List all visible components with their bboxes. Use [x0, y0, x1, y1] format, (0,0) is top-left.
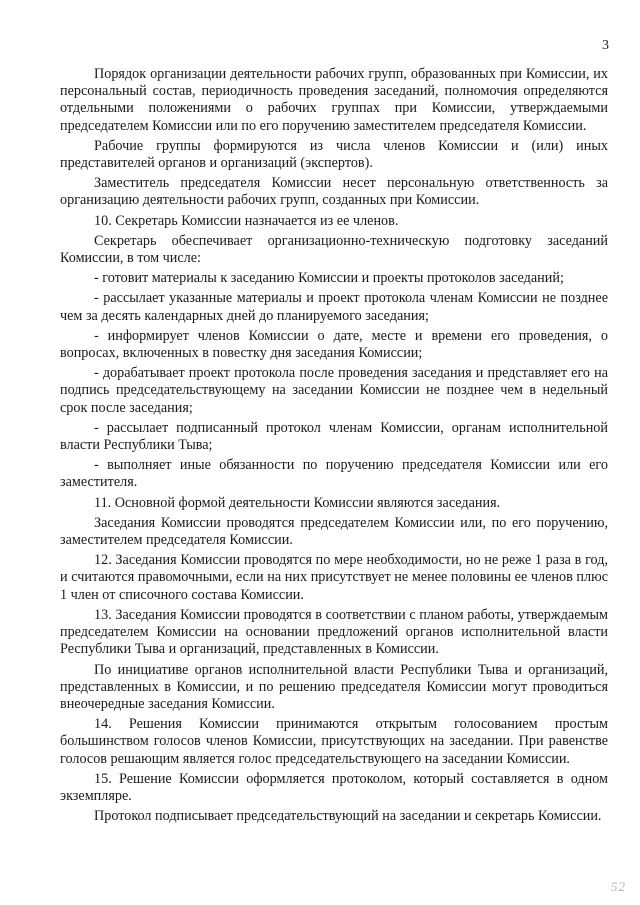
paragraph-meetings-chaired: Заседания Комиссии проводятся председателем Комиссии или, по его поручению, заместителем председателя Комиссии. — [60, 514, 608, 549]
paragraph-10-secretary: 10. Секретарь Комиссии назначается из ее членов. — [94, 212, 399, 229]
list-item-sends-materials: - рассылает указанные материалы и проект протокола членам Комиссии не позднее чем за десять календарных дней до планируемого заседания; — [60, 290, 608, 324]
corner-mark: 52 — [611, 879, 626, 894]
paragraph-11-main-form: 11. Основной формой деятельности Комиссии являются заседания. — [94, 494, 501, 511]
paragraph-15-protocol: 15. Решение Комиссии оформляется протоколом, который составляется в одном экземпляре. — [60, 770, 608, 804]
paragraph-working-groups-order: Порядок организации деятельности рабочих групп, образованных при Комиссии, их персональный состав, периодичность проведения заседаний, полномочия определяются отдельными положениями о рабочих группах при Комиссии, утверждаемыми председателем Комиссии или по его поручению заместителем председателя Комиссии. — [60, 66, 608, 134]
document-body — [60, 66, 608, 828]
list-item-prepares-materials: - готовит материалы к заседанию Комиссии и проекты протоколов заседаний; — [94, 270, 564, 287]
paragraph-secretary-duties-intro: Секретарь обеспечивает организационно-техническую подготовку заседаний Комиссии, в том числе: — [60, 232, 608, 267]
paragraph-protocol-signing: Протокол подписывает председательствующий на заседании и секретарь Комиссии. — [94, 808, 602, 825]
paragraph-14-decisions: 14. Решения Комиссии принимаются открытым голосованием простым большинством голосов членов Комиссии, присутствующих на заседании. При равенстве голосов решающим является голос председательствующего на заседании Комиссии. — [60, 716, 608, 767]
list-item-finalizes-protocol: - дорабатывает проект протокола после проведения заседания и представляет его на подпись председательствующему на заседании Комиссии не позднее чем в недельный срок после заседания; — [60, 365, 608, 416]
page-number: 3 — [602, 38, 609, 53]
list-item-informs-members: - информирует членов Комиссии о дате, месте и времени его проведения, о вопросах, включенных в повестку дня заседания Комиссии; — [60, 327, 608, 362]
paragraph-deputy-responsibility: Заместитель председателя Комиссии несет персональную ответственность за организацию деятельности рабочих групп, созданных при Комиссии. — [60, 175, 608, 209]
paragraph-12-meeting-frequency: 12. Заседания Комиссии проводятся по мере необходимости, но не реже 1 раза в год, и считаются правомочными, если на них присутствует не менее половины ее членов плюс 1 член от списочного состава Комиссии. — [60, 552, 608, 603]
list-item-sends-signed-protocol: - рассылает подписанный протокол членам Комиссии, органам исполнительной власти Республики Тыва; — [60, 419, 608, 454]
paragraph-extraordinary-meetings: По инициативе органов исполнительной власти Республики Тыва и организаций, представленных в Комиссии, и по решению председателя Комиссии могут проводиться внеочередные заседания Комиссии. — [60, 661, 608, 712]
paragraph-working-groups-membership: Рабочие группы формируются из числа членов Комиссии и (или) иных представителей органов и организаций (экспертов). — [60, 137, 608, 172]
list-item-other-duties: - выполняет иные обязанности по поручению председателя Комиссии или его заместителя. — [60, 457, 608, 491]
paragraph-13-meeting-plan: 13. Заседания Комиссии проводятся в соответствии с планом работы, утверждаемым председателем Комиссии на основании предложений органов исполнительной власти Республики Тыва и организаций, представленных в Комиссии. — [60, 606, 608, 658]
